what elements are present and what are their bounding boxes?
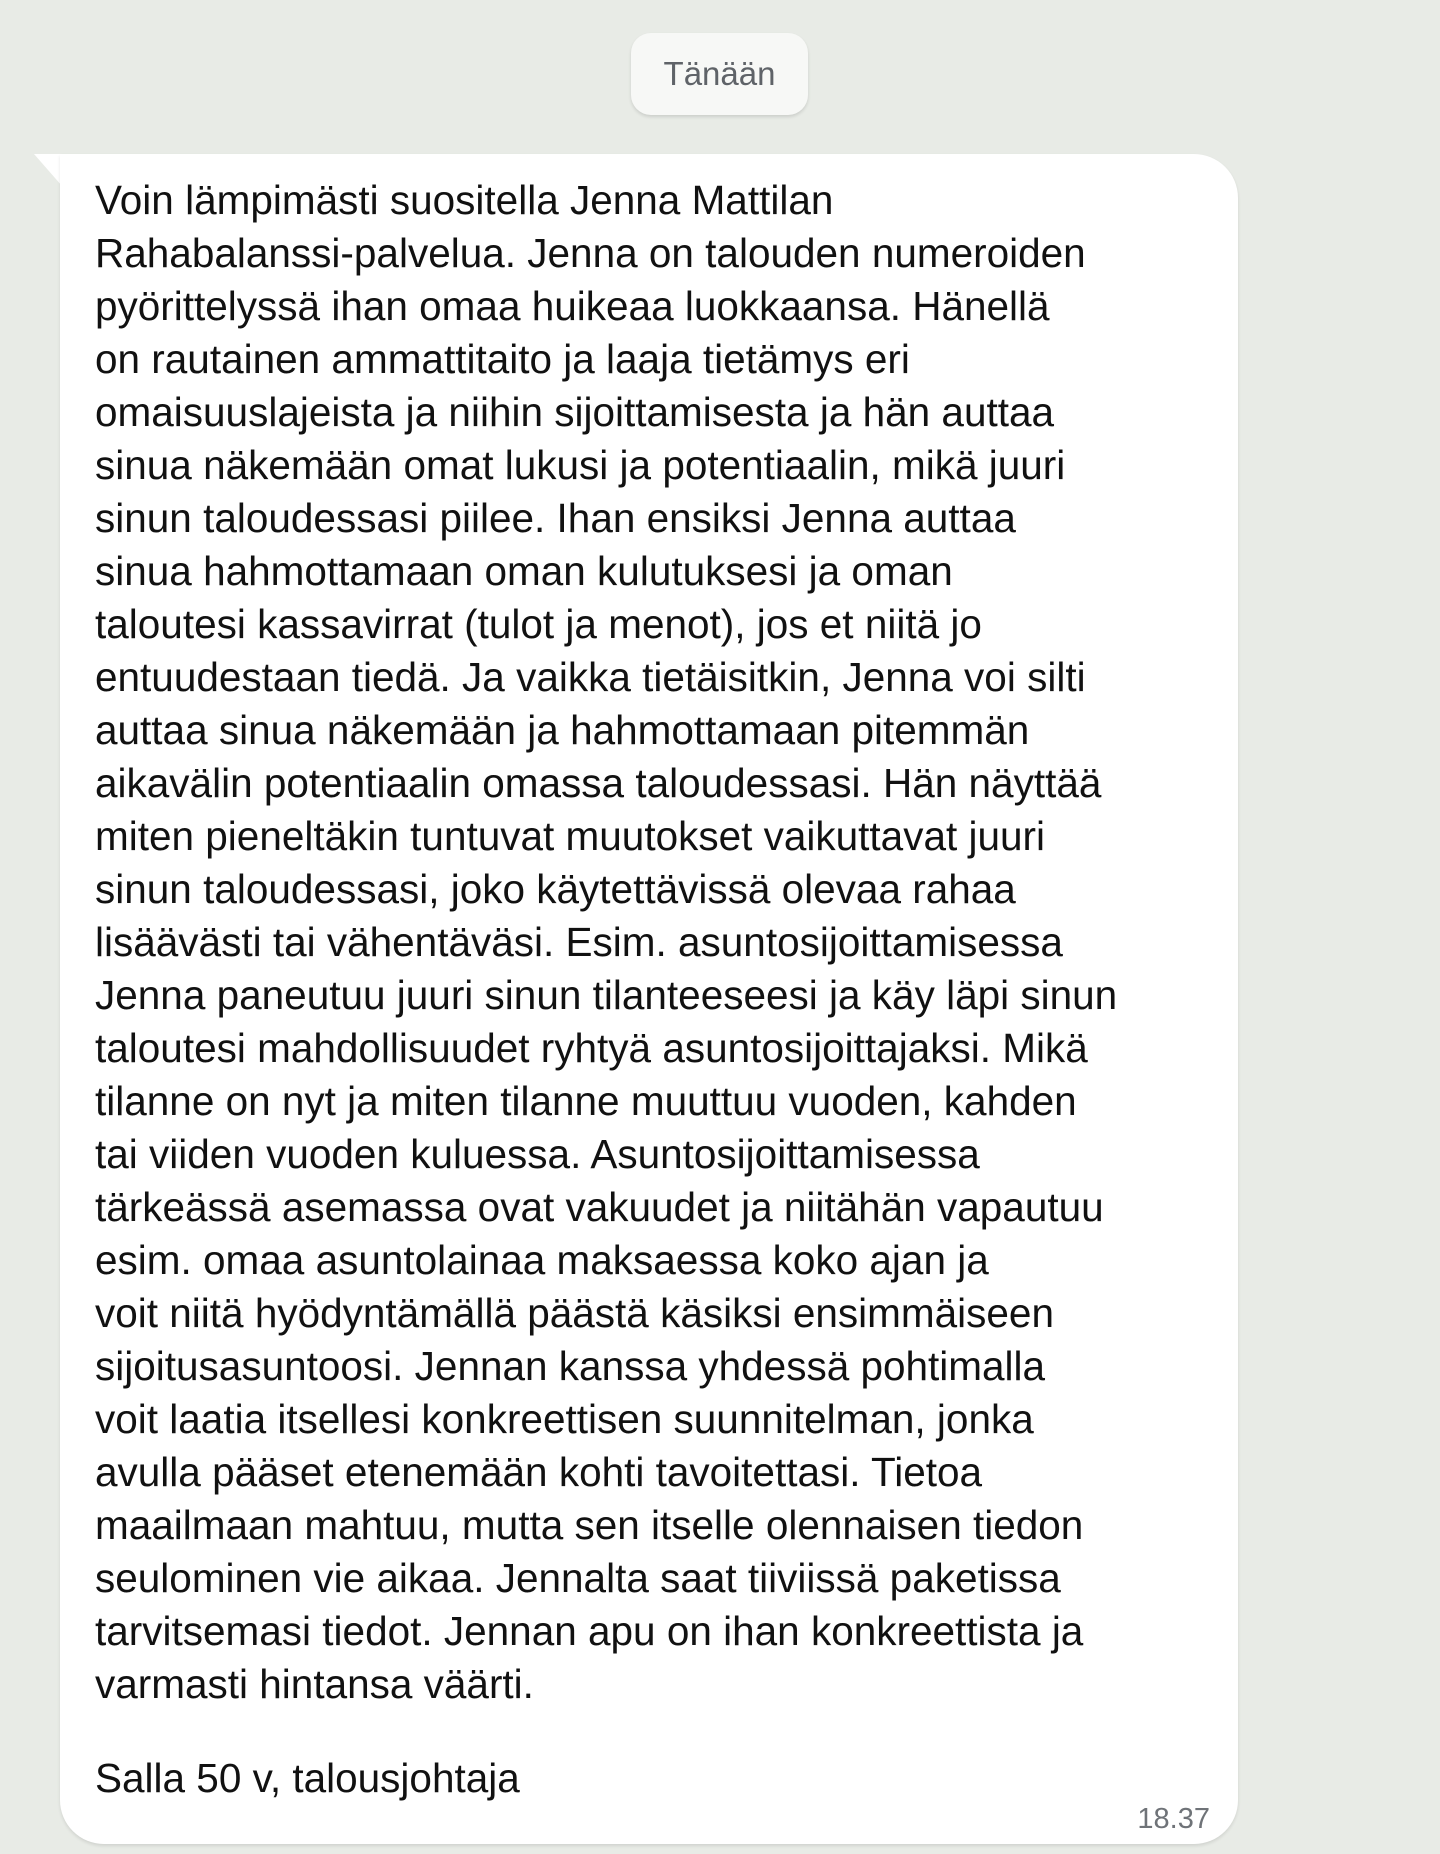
message-text: Voin lämpimästi suositella Jenna Mattilan Rahabalanssi-palvelua. Jenna on talouden numeroiden pyörittelyssä ihan omaa huikeaa luokkaansa. Hänellä on rautainen ammattitaito ja laaja tietämys eri omaisuuslajeista ja niihin sijoittamisesta ja hän auttaa sinua näkemään omat lukusi ja potentiaalin, mikä juuri sinun taloudessasi piilee. Ihan ensiksi Jenna auttaa sinua hahmottamaan oman kulutuksesi ja oman taloutesi kassavirrat (tulot ja menot), jos et niitä jo entuudestaan tiedä. Ja vaikka tietäisitkin, Jenna voi silti auttaa sinua näkemään ja hahmottamaan pitemmän aikavälin potentiaalin omassa taloudessasi. Hän näyttää miten pieneltäkin tuntuvat muutokset vaikuttavat juuri sinun taloudessasi, joko käytettävissä olevaa rahaa lisäävästi tai vähentäväsi. Esim. asuntosijoittamisessa Jenna paneutuu juuri sinun tilanteeseesi ja käy läpi sinun taloutesi mahdollisuudet ryhtyä asuntosijoittajaksi. Mikä tilanne on nyt ja miten tilanne muuttuu vuoden, kahden tai viiden vuoden kuluessa. Asuntosijoittamisessa tärkeässä asemassa ovat vakuudet ja niitähän vapautuu esim. omaa asuntolainaa maksaessa koko ajan ja voit niitä hyödyntämällä päästä käsiksi ensimmäiseen sijoitusasuntoosi. Jennan kanssa yhdessä pohtimalla voit laatia itsellesi konkreettisen suunnitelman, jonka avulla pääset etenemään kohti tavoitettasi. Tietoa maailmaan mahtuu, mutta sen itselle olennaisen tiedon seulominen vie aikaa. Jennalta saat tiiviissä paketissa tarvitsemasi tiedot. Jennan apu on ihan konkreettista ja varmasti hintansa väärti. (95, 177, 1118, 1707)
date-separator (631, 33, 808, 115)
message-signature: Salla 50 v, talousjohtaja (95, 1755, 520, 1801)
message-bubble[interactable] (60, 154, 1238, 1844)
message-bubble-tail (34, 154, 62, 186)
message-timestamp: 18.37 (1137, 1803, 1210, 1835)
date-separator-label: Tänään (663, 55, 776, 92)
